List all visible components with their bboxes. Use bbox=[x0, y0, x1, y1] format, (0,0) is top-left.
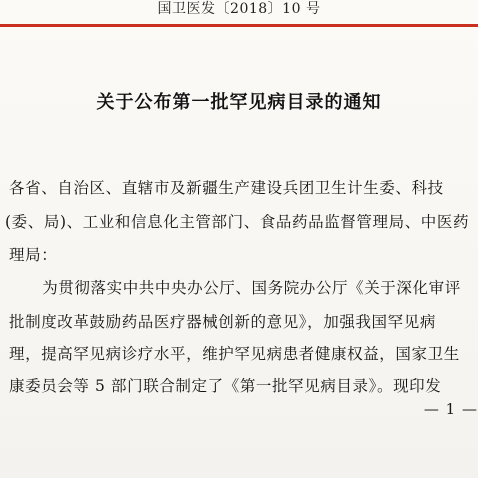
body-line-2: 批制度改革鼓励药品医疗器械创新的意见》，加强我国罕见病 bbox=[9, 313, 436, 331]
page-number: — 1 — bbox=[423, 400, 478, 418]
addressee-line-3: 理局： bbox=[9, 246, 58, 264]
red-header-rule bbox=[0, 24, 478, 27]
body-line-4: 康委员会等 5 部门联合制定了《第一批罕见病目录》。现印发 bbox=[9, 377, 442, 395]
document-number: 国卫医发〔2018〕10 号 bbox=[157, 1, 321, 17]
addressee-line-2: (委、局)、工业和信息化主管部门、食品药品监督管理局、中医药 bbox=[5, 213, 470, 231]
body-line-3: 理，提高罕见病诊疗水平，维护罕见病患者健康权益，国家卫生 bbox=[9, 345, 460, 363]
document-title: 关于公布第一批罕见病目录的通知 bbox=[96, 92, 382, 113]
addressee-line-1: 各省、自治区、直辖市及新疆生产建设兵团卫生计生委、科技 bbox=[9, 179, 444, 197]
body-line-1: 为贯彻落实中共中央办公厅、国务院办公厅《关于深化审评 bbox=[10, 279, 461, 297]
